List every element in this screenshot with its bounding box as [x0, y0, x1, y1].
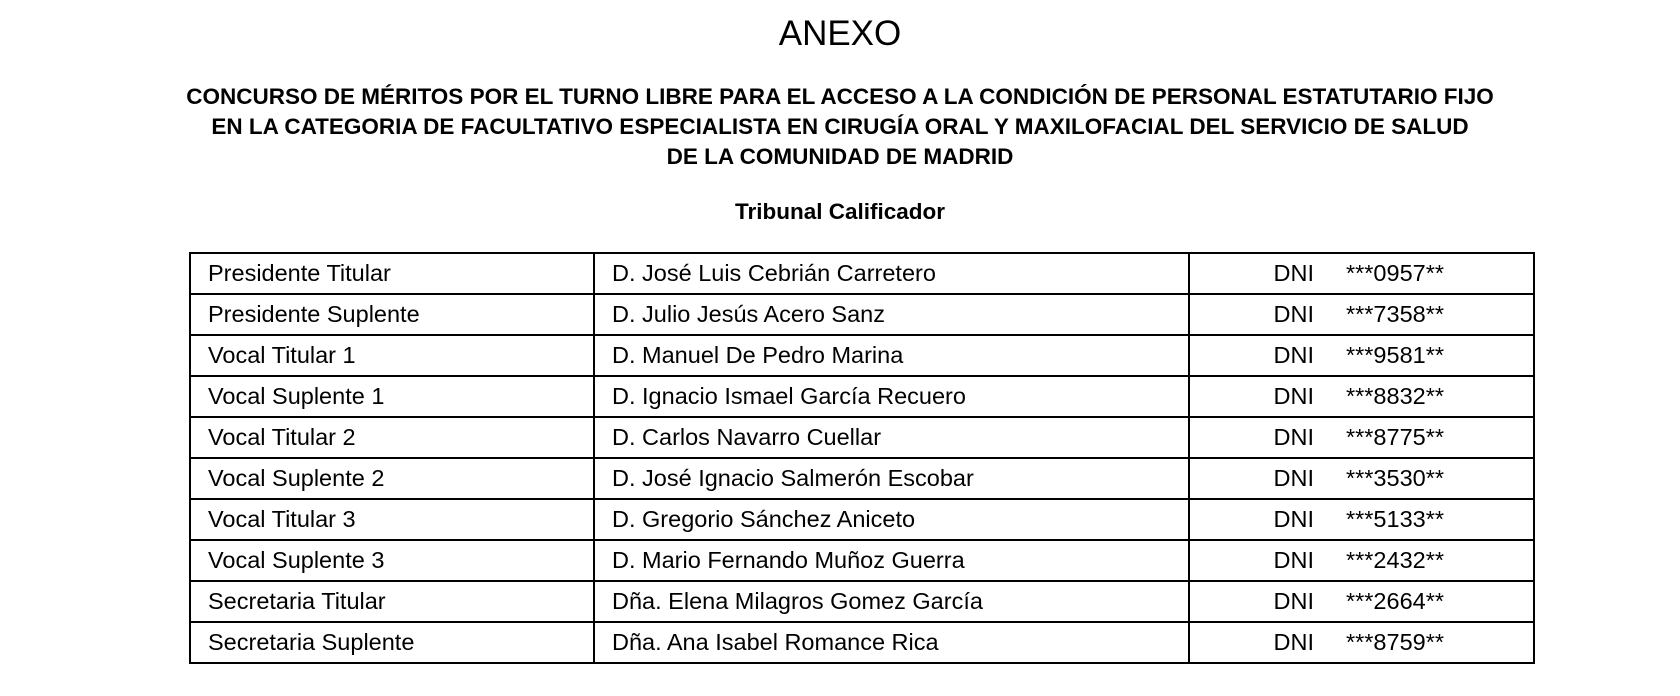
- dni-cell: [1189, 458, 1534, 499]
- role-cell: Vocal Titular 3: [190, 499, 594, 540]
- dni-label: DNI: [1273, 547, 1314, 573]
- dni-value: ***7358**: [1346, 301, 1445, 327]
- heading-line: DE LA COMUNIDAD DE MADRID: [666, 144, 1014, 169]
- dni-value: ***8832**: [1346, 383, 1445, 409]
- name-cell: Dña. Ana Isabel Romance Rica: [594, 622, 1189, 663]
- table-row: [190, 417, 1534, 458]
- table-row: [190, 294, 1534, 335]
- role-cell: Vocal Suplente 2: [190, 458, 594, 499]
- dni-label: DNI: [1273, 465, 1314, 491]
- table-row: [190, 622, 1534, 663]
- dni-value: ***2432**: [1346, 547, 1445, 573]
- name-cell: D. Mario Fernando Muñoz Guerra: [594, 540, 1189, 581]
- table-row: [190, 458, 1534, 499]
- table-row: [190, 335, 1534, 376]
- dni-label: DNI: [1273, 506, 1314, 532]
- dni-cell: [1189, 622, 1534, 663]
- dni-cell: [1189, 499, 1534, 540]
- dni-label: DNI: [1273, 260, 1314, 286]
- table-row: [190, 253, 1534, 294]
- dni-label: DNI: [1273, 342, 1314, 368]
- role-cell: Secretaria Suplente: [190, 622, 594, 663]
- role-cell: Secretaria Titular: [190, 581, 594, 622]
- name-cell: D. José Ignacio Salmerón Escobar: [594, 458, 1189, 499]
- table-row: [190, 376, 1534, 417]
- dni-cell: [1189, 335, 1534, 376]
- dni-value: ***2664**: [1346, 588, 1445, 614]
- role-cell: Vocal Suplente 1: [190, 376, 594, 417]
- role-cell: Vocal Titular 1: [190, 335, 594, 376]
- name-cell: D. Carlos Navarro Cuellar: [594, 417, 1189, 458]
- heading-line: CONCURSO DE MÉRITOS POR EL TURNO LIBRE PARA EL ACCESO A LA CONDICIÓN DE PERSONAL ESTATUTARIO FIJO: [186, 84, 1494, 109]
- name-cell: D. Gregorio Sánchez Aniceto: [594, 499, 1189, 540]
- name-cell: D. Julio Jesús Acero Sanz: [594, 294, 1189, 335]
- dni-value: ***3530**: [1346, 465, 1445, 491]
- role-cell: Presidente Suplente: [190, 294, 594, 335]
- dni-value: ***0957**: [1346, 260, 1445, 286]
- dni-cell: [1189, 581, 1534, 622]
- tribunal-table: [189, 252, 1535, 664]
- dni-cell: [1189, 540, 1534, 581]
- dni-cell: [1189, 417, 1534, 458]
- document-title: ANEXO: [778, 14, 902, 53]
- dni-cell: [1189, 253, 1534, 294]
- dni-label: DNI: [1273, 301, 1314, 327]
- name-cell: Dña. Elena Milagros Gomez García: [594, 581, 1189, 622]
- table-row: [190, 540, 1534, 581]
- role-cell: Presidente Titular: [190, 253, 594, 294]
- dni-value: ***9581**: [1346, 342, 1445, 368]
- dni-cell: [1189, 294, 1534, 335]
- dni-value: ***8775**: [1346, 424, 1445, 450]
- table-row: [190, 499, 1534, 540]
- document-heading: [0, 82, 1680, 172]
- dni-value: ***5133**: [1346, 506, 1445, 532]
- role-cell: Vocal Suplente 3: [190, 540, 594, 581]
- dni-label: DNI: [1273, 424, 1314, 450]
- role-cell: Vocal Titular 2: [190, 417, 594, 458]
- table-row: [190, 581, 1534, 622]
- heading-line: EN LA CATEGORIA DE FACULTATIVO ESPECIALISTA EN CIRUGÍA ORAL Y MAXILOFACIAL DEL SERVICIO DE SALUD: [211, 114, 1469, 139]
- tribunal-subheading: Tribunal Calificador: [734, 199, 946, 224]
- name-cell: D. Manuel De Pedro Marina: [594, 335, 1189, 376]
- dni-label: DNI: [1273, 383, 1314, 409]
- dni-label: DNI: [1273, 588, 1314, 614]
- name-cell: D. Ignacio Ismael García Recuero: [594, 376, 1189, 417]
- name-cell: D. José Luis Cebrián Carretero: [594, 253, 1189, 294]
- dni-value: ***8759**: [1346, 629, 1445, 655]
- dni-label: DNI: [1273, 629, 1314, 655]
- dni-cell: [1189, 376, 1534, 417]
